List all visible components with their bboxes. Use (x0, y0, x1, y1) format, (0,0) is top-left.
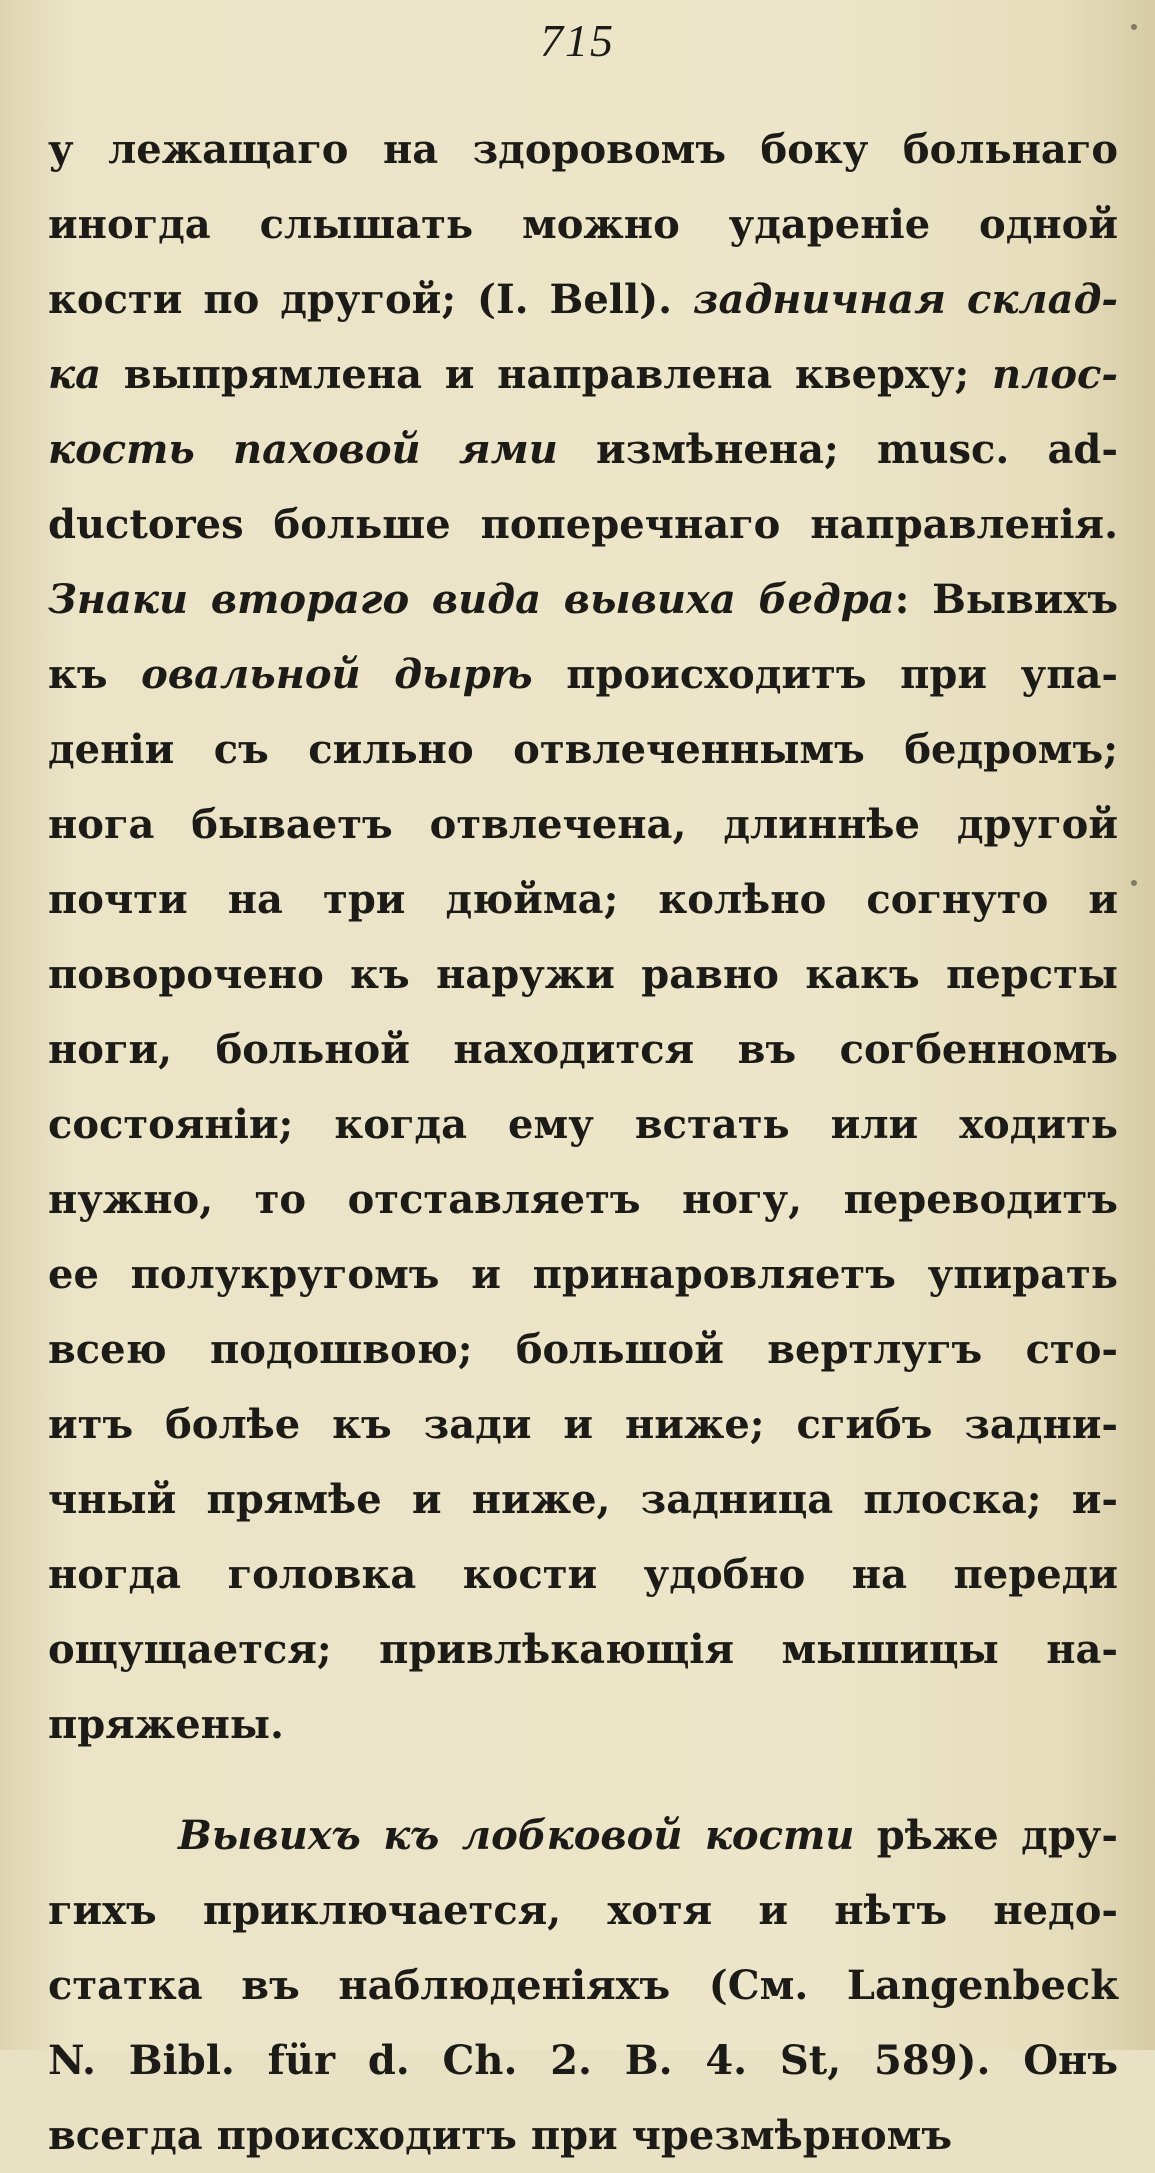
text-line (48, 1612, 1118, 1687)
text-line (48, 1798, 1118, 1873)
edge-speck (1131, 880, 1137, 886)
text-line (48, 1687, 1118, 1762)
text-line (48, 2098, 1118, 2173)
text-line (48, 262, 1118, 337)
italic-segment: Знаки втораго вида вывиха бедра (48, 576, 895, 623)
text-segment: ее полукругомъ и принаровляетъ упирать (48, 1251, 1118, 1298)
italic-segment: овальной дырѣ (141, 651, 533, 698)
text-segment: итъ болѣе къ зади и ниже; сгибъ задни- (48, 1401, 1118, 1448)
page-number: 715 (540, 15, 615, 66)
paragraph-1 (48, 112, 1118, 1762)
text-segment: ощущается; привлѣкающія мышицы на- (48, 1626, 1118, 1673)
italic-segment: задничная склад- (693, 276, 1118, 323)
text-segment: пряжены. (48, 1701, 284, 1748)
text-block (48, 112, 1118, 2173)
paragraph-2 (48, 1798, 1118, 2173)
text-line (48, 2023, 1118, 2098)
text-segment: N. Bibl. für d. Ch. 2. B. 4. St, 589). Онъ (48, 2037, 1118, 2084)
text-line (48, 1012, 1118, 1087)
text-line (48, 1312, 1118, 1387)
italic-segment: кость паховой ями (48, 426, 558, 473)
text-line (48, 1162, 1118, 1237)
text-line (48, 637, 1118, 712)
text-line (48, 712, 1118, 787)
text-line (48, 1948, 1118, 2023)
text-segment: всегда происходитъ при чрезмѣрномъ (48, 2112, 953, 2159)
italic-segment: ка (48, 351, 101, 398)
edge-speck (1131, 24, 1137, 30)
text-line (48, 1387, 1118, 1462)
text-line (48, 862, 1118, 937)
text-segment: : Вывихъ (894, 576, 1118, 623)
text-segment: къ (48, 651, 142, 698)
text-segment: состояніи; когда ему встать или ходить (48, 1101, 1118, 1148)
text-line (48, 1537, 1118, 1612)
text-segment: ductores больше поперечнаго направленія. (48, 501, 1118, 548)
paragraph-gap (48, 1762, 1118, 1798)
italic-segment: Вывихъ къ лобковой кости (178, 1812, 855, 1859)
text-segment: поворочено къ наружи равно какъ персты (48, 951, 1118, 998)
text-segment: происходитъ при упа- (532, 651, 1118, 698)
text-line (48, 1237, 1118, 1312)
text-segment: ногда головка кости удобно на переди (48, 1551, 1118, 1598)
text-line (48, 112, 1118, 187)
text-segment: измѣнена; musc. ad- (557, 426, 1118, 473)
text-segment: гихъ приключается, хотя и нѣтъ недо- (48, 1887, 1118, 1934)
text-line (48, 487, 1118, 562)
text-segment: у лежащаго на здоровомъ боку больнаго (48, 126, 1118, 173)
text-segment: нужно, то отставляетъ ногу, переводитъ (48, 1176, 1118, 1223)
text-segment: всею подошвою; большой вертлугъ сто- (48, 1326, 1118, 1373)
text-segment: кости по другой; (I. Bell). (48, 276, 693, 323)
text-line (48, 187, 1118, 262)
italic-segment: плос- (992, 351, 1118, 398)
text-segment: деніи съ сильно отвлеченнымъ бедромъ; (48, 726, 1118, 773)
text-line (48, 1087, 1118, 1162)
text-segment: чный прямѣе и ниже, задница плоска; и- (48, 1476, 1118, 1523)
text-segment: ноги, больной находится въ согбенномъ (48, 1026, 1118, 1073)
text-segment: рѣже дру- (854, 1812, 1119, 1859)
text-segment: выпрямлена и направлена кверху; (101, 351, 992, 398)
text-line (48, 337, 1118, 412)
text-segment: нога бываетъ отвлечена, длиннѣе другой (48, 801, 1118, 848)
text-line (48, 562, 1118, 637)
text-segment: статка въ наблюденіяхъ (См. Langenbeck (48, 1962, 1118, 2009)
text-segment: почти на три дюйма; колѣно согнуто и (48, 876, 1118, 923)
text-line (48, 1873, 1118, 1948)
text-segment: иногда слышать можно удареніе одной (48, 201, 1118, 248)
text-line (48, 1462, 1118, 1537)
text-line (48, 787, 1118, 862)
text-line (48, 937, 1118, 1012)
text-line (48, 412, 1118, 487)
